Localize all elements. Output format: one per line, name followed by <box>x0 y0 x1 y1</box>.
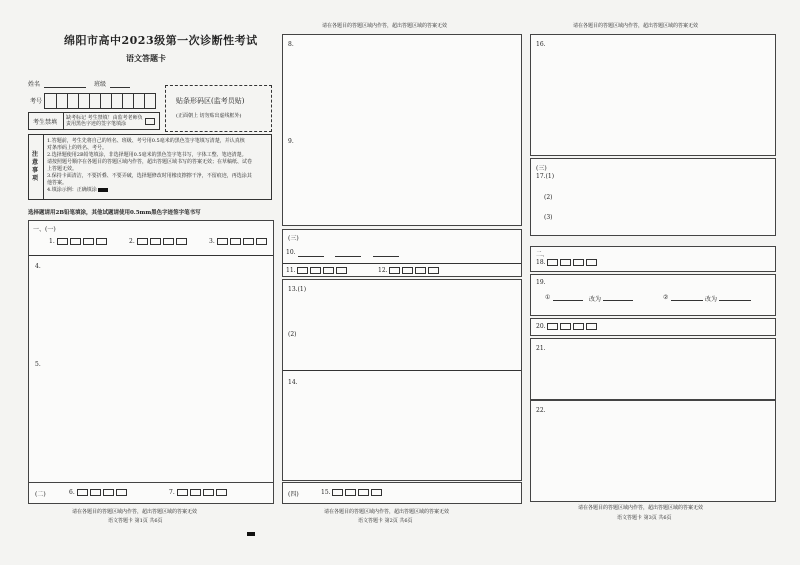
q14-label: 14. <box>288 379 298 386</box>
notice-line: 3.保持卡面清洁，不要折叠、不要弄破，选择题修改时用橡皮擦擦干净，不留痕迹，再选涂其 <box>47 173 252 179</box>
choice-d[interactable] <box>256 238 267 245</box>
choice-b[interactable] <box>560 259 571 266</box>
q19-b-blank-1[interactable] <box>671 300 703 301</box>
choice-d[interactable] <box>116 489 127 496</box>
q13-label: 13.(1) <box>288 286 307 293</box>
choice-b[interactable] <box>310 267 321 274</box>
choice-b[interactable] <box>190 489 201 496</box>
notice-label: 注意事项 <box>32 151 39 182</box>
mc-question-15[interactable] <box>321 489 384 496</box>
choice-a[interactable] <box>77 489 88 496</box>
choice-c[interactable] <box>103 489 114 496</box>
page3-footer-warning: 请在各题目的答题区域内作答，超出答题区域的答案无效 <box>578 505 704 511</box>
q16-label: 16. <box>536 41 546 48</box>
choice-c[interactable] <box>243 238 254 245</box>
mc-question-11[interactable] <box>286 267 349 274</box>
sticker-title: 贴条形码区(监考员贴) <box>176 97 245 105</box>
choice-a[interactable] <box>57 238 68 245</box>
q10-blank-3[interactable] <box>373 256 399 257</box>
mc-question-6[interactable] <box>69 489 129 496</box>
mc-question-3[interactable] <box>209 238 269 245</box>
q19-a-blank-2[interactable] <box>603 300 633 301</box>
filled-example-mark <box>98 188 108 192</box>
notice-line: 4.填涂示例：正确填涂 <box>47 187 267 194</box>
q19-item-a: ① <box>545 294 551 301</box>
page3-answer-area-6[interactable] <box>530 338 776 400</box>
class-line[interactable] <box>110 87 130 88</box>
mc-question-number: 3. <box>209 238 215 245</box>
mc-question-number: 12. <box>378 267 388 274</box>
mc-question-1[interactable] <box>49 238 109 245</box>
candidate-row-label: 考生禁填 <box>33 119 58 126</box>
choice-a[interactable] <box>297 267 308 274</box>
page2-answer-area-1[interactable] <box>282 34 522 226</box>
choice-b[interactable] <box>90 489 101 496</box>
choice-a[interactable] <box>389 267 400 274</box>
choice-d[interactable] <box>96 238 107 245</box>
choice-c[interactable] <box>323 267 334 274</box>
choice-a[interactable] <box>332 489 343 496</box>
mc-question-number: 6. <box>69 489 75 496</box>
choice-a[interactable] <box>177 489 188 496</box>
choice-c[interactable] <box>163 238 174 245</box>
notice-box <box>28 134 272 200</box>
candidate-row-note: 缺考标记 考生禁填！由监考老师负责用黑色字迹的签字笔填涂 <box>66 115 143 127</box>
q19-item-b: ② <box>663 294 669 301</box>
mc-question-number: 15. <box>321 489 331 496</box>
q19-b-change-to: 改为 <box>705 296 718 303</box>
barcode-sticker-area <box>165 85 272 132</box>
page1-footer-warning: 请在各题目的答题区域内作答，超出答题区域的答案无效 <box>72 509 198 515</box>
page3-answer-area-4[interactable] <box>530 274 776 316</box>
section-one-heading: 一、(一) <box>33 226 56 233</box>
page3-answer-area-2[interactable] <box>530 158 776 236</box>
answer-card-subtitle: 语文答题卡 <box>126 53 166 63</box>
choice-d[interactable] <box>586 323 597 330</box>
page3-answer-area-1[interactable] <box>530 34 776 156</box>
q8-label: 8. <box>288 41 294 48</box>
choice-a[interactable] <box>547 259 558 266</box>
page1-answer-area-2[interactable] <box>28 482 274 504</box>
q19-b-blank-2[interactable] <box>719 300 751 301</box>
page2-footer-page: 语文答题卡 第2页 共6页 <box>358 518 413 524</box>
section-four-heading: (四) <box>288 491 299 498</box>
choice-a[interactable] <box>547 323 558 330</box>
q19-label: 19. <box>536 279 546 286</box>
mc-question-number: 7. <box>169 489 175 496</box>
choice-d[interactable] <box>371 489 382 496</box>
choice-c[interactable] <box>83 238 94 245</box>
q4-label: 4. <box>35 263 41 270</box>
page3-answer-area-5[interactable] <box>530 318 776 336</box>
q10-blank-1[interactable] <box>298 256 324 257</box>
notice-line: 对条形码上的姓名、考号。 <box>47 145 108 151</box>
choice-b[interactable] <box>70 238 81 245</box>
page3-answer-area-7[interactable] <box>530 400 776 502</box>
mc-instruction: 选择题请用2B铅笔填涂，其他试题请使用0.5mm黑色字迹签字笔书写 <box>28 210 201 216</box>
q10-blank-2[interactable] <box>335 256 361 257</box>
registration-mark <box>247 532 255 536</box>
q17-part2-label: (2) <box>544 194 553 201</box>
page1-answer-area-1[interactable] <box>28 220 274 484</box>
mc-question-number: 1. <box>49 238 55 245</box>
q10-label: 10. <box>286 249 296 256</box>
notice-text <box>47 138 267 194</box>
page3-answer-area-3[interactable] <box>530 246 776 272</box>
choice-d[interactable] <box>216 489 227 496</box>
mc-question-12[interactable] <box>378 267 441 274</box>
candidate-row <box>28 112 160 130</box>
notice-line: 2.选择题使用2B铅笔填涂，非选择题用0.5毫米的黑色签字笔书写，字体工整、笔迹清楚。 <box>47 152 247 158</box>
choice-c[interactable] <box>573 323 584 330</box>
class-label: 班级 <box>94 81 107 88</box>
q9-label: 9. <box>288 138 294 145</box>
choice-b[interactable] <box>150 238 161 245</box>
mc-question-number: 2. <box>129 238 135 245</box>
page1-footer-page: 语文答题卡 第1页 共6页 <box>108 518 163 524</box>
page3-footer-page: 语文答题卡 第3页 共6页 <box>617 515 672 521</box>
page2-answer-area-3[interactable] <box>282 279 522 481</box>
q5-label: 5. <box>35 361 41 368</box>
section-three-heading: (三) <box>288 235 299 242</box>
mc-question-number: 20. <box>536 323 546 330</box>
q17-part1-label: 17.(1) <box>536 173 555 180</box>
choice-b[interactable] <box>402 267 413 274</box>
notice-line: 1.答题前，考生先将自己的姓名、班级、考号用0.5毫米的黑色签字笔填写清楚，并认真核 <box>47 138 245 144</box>
choice-d[interactable] <box>586 259 597 266</box>
q19-a-blank-1[interactable] <box>553 300 583 301</box>
q19-a-change-to: 改为 <box>589 296 602 303</box>
choice-c[interactable] <box>415 267 426 274</box>
choice-d[interactable] <box>176 238 187 245</box>
exam-title: 绵阳市高中2023级第一次诊断性考试 <box>64 34 258 47</box>
choice-b[interactable] <box>345 489 356 496</box>
choice-b[interactable] <box>230 238 241 245</box>
exam-no-boxes[interactable] <box>44 93 156 109</box>
choice-a[interactable] <box>217 238 228 245</box>
page2-answer-area-2[interactable] <box>282 229 522 277</box>
choice-b[interactable] <box>560 323 571 330</box>
notice-line: 他答案。 <box>47 180 68 186</box>
choice-c[interactable] <box>203 489 214 496</box>
q22-label: 22. <box>536 407 546 414</box>
name-line[interactable] <box>44 87 86 88</box>
sticker-note: (正面朝上 切勿贴出虚线框外) <box>176 113 242 119</box>
notice-line: 上答题无效。 <box>47 166 78 172</box>
name-label: 姓名 <box>28 81 41 88</box>
choice-a[interactable] <box>137 238 148 245</box>
mc-question-20[interactable] <box>536 323 599 330</box>
page3-header-warning: 请在各题目的答题区域内作答，超出答题区域的答案无效 <box>573 23 699 29</box>
mc-question-7[interactable] <box>169 489 229 496</box>
q17-part3-label: (3) <box>544 214 553 221</box>
page2-footer-warning: 请在各题目的答题区域内作答，超出答题区域的答案无效 <box>324 509 450 515</box>
mc-question-2[interactable] <box>129 238 189 245</box>
section-two-heading: (二) <box>35 491 46 498</box>
q13-part2-label: (2) <box>288 331 297 338</box>
mc-question-number: 18. <box>536 259 546 266</box>
page2-header-warning: 请在各题目的答题区域内作答，超出答题区域的答案无效 <box>322 23 448 29</box>
exam-no-label: 考号 <box>30 98 43 105</box>
choice-d[interactable] <box>336 267 347 274</box>
mc-question-18[interactable] <box>536 259 599 266</box>
section-three-heading: (三) <box>536 165 547 172</box>
section-two-heading: 二、 <box>536 251 549 258</box>
choice-d[interactable] <box>428 267 439 274</box>
mc-question-number: 11. <box>286 267 296 274</box>
absent-mark-box[interactable] <box>145 118 155 125</box>
q21-label: 21. <box>536 345 546 352</box>
notice-line: 请按照题号顺序在各题目的答题区域内作答，超出答题区域书写的答案无效；在草稿纸、试卷 <box>47 159 253 165</box>
choice-c[interactable] <box>573 259 584 266</box>
choice-c[interactable] <box>358 489 369 496</box>
page2-answer-area-4[interactable] <box>282 482 522 504</box>
